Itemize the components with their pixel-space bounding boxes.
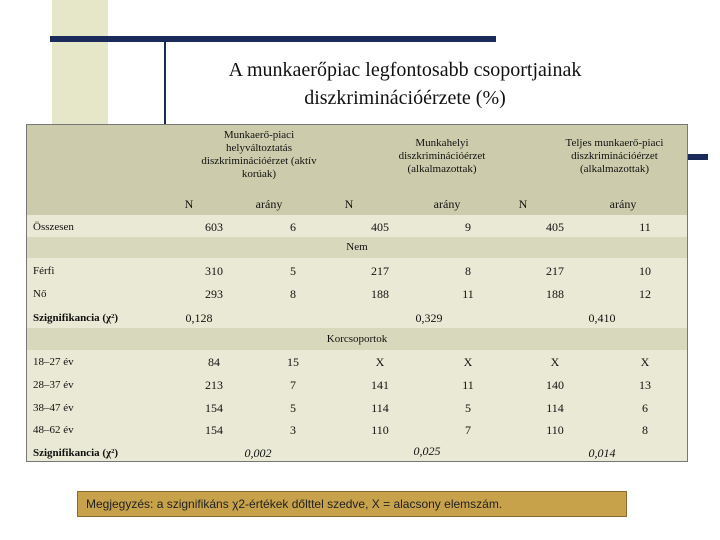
table-cell: 114 [371,401,389,415]
table-row [27,350,687,373]
table-cell: 217 [546,264,564,278]
section-title: Korcsoportok [326,333,388,345]
table-cell: 8 [290,287,296,301]
header-group-3: Teljes munkaerő-piaci diszkriminációérzet (alkalmazottak) [565,137,664,175]
table-cell: 5 [290,264,296,278]
table-cell: 188 [546,287,564,301]
table-row [27,396,687,419]
table-cell: 3 [290,423,296,437]
section-title: Nem [346,241,368,253]
table-cell: 6 [290,220,296,234]
table-cell: 154 [205,423,223,437]
table-cell: 141 [371,378,389,392]
row-label: 28–37 év [33,379,74,391]
table-cell: 5 [290,401,296,415]
table-cell: 8 [465,264,471,278]
significance-value: 0,410 [588,311,616,325]
header-group-1: Munkaerő-piaci helyváltoztatás diszkriminációérzet (aktív korúak) [201,129,317,180]
header-group-2: Munkahelyi diszkriminációérzet (alkalmazottak) [398,137,486,175]
row-label: 48–62 év [33,424,74,436]
table-cell: 9 [465,220,471,234]
page-title: A munkaerőpiac legfontosabb csoportjainak diszkriminációérzete (%) [228,59,582,109]
table-cell: X [640,355,650,369]
decorative-vertical-bar [52,0,108,124]
significance-value: 0,128 [185,311,213,325]
significance-value: 0,329 [415,311,443,325]
table-cell: 5 [465,401,471,415]
row-label: Szignifikancia (χ²) [33,447,119,459]
footnote: Megjegyzés: a szignifikáns χ2-értékek dőlttel szedve, X = alacsony elemszám. [77,491,627,517]
table-cell: X [550,355,560,369]
header-arany-3: arány [609,197,637,211]
table-cell: 188 [371,287,389,301]
header-arany-2: arány [433,197,461,211]
table-cell: 84 [208,355,220,369]
table-row [27,419,687,441]
table-cell: 11 [462,378,474,392]
significance-value: 0,002 [244,446,272,460]
row-label: Összesen [33,221,74,233]
row-label: 18–27 év [33,356,74,368]
table-row [27,258,687,281]
header-arany-1: arány [255,197,283,211]
table-cell: X [463,355,473,369]
significance-value: 0,025 [413,444,441,458]
table-cell: 603 [205,220,223,234]
table-cell: 213 [205,378,223,392]
table-cell: 310 [205,264,223,278]
row-label: Szignifikancia (χ²) [33,312,119,324]
table-row-total [27,215,687,237]
table-cell: 110 [371,423,389,437]
row-label: 38–47 év [33,402,74,414]
decorative-horizontal-rule [50,36,496,42]
row-label: Nő [33,288,47,300]
table-cell: 15 [287,355,299,369]
table-cell: 7 [465,423,471,437]
table-cell: X [375,355,385,369]
table-cell: 293 [205,287,223,301]
decorative-right-tick [688,154,708,160]
row-label: Férfi [33,265,55,277]
table-row [27,281,687,304]
table-cell: 114 [546,401,564,415]
data-table [26,124,688,462]
table-cell: 8 [642,423,648,437]
table-cell: 7 [290,378,296,392]
table-cell: 217 [371,264,389,278]
header-n-1: N [184,197,194,211]
header-n-2: N [344,197,354,211]
table-cell: 405 [546,220,564,234]
table-cell: 10 [639,264,651,278]
table-cell: 140 [546,378,564,392]
table-cell: 405 [371,220,389,234]
table-cell: 6 [642,401,648,415]
table-cell: 13 [639,378,651,392]
table-cell: 11 [639,220,651,234]
table-row [27,373,687,396]
significance-value: 0,014 [588,446,616,460]
table-cell: 12 [639,287,651,301]
table-cell: 110 [546,423,564,437]
header-n-3: N [518,197,528,211]
table-cell: 154 [205,401,223,415]
table-cell: 11 [462,287,474,301]
